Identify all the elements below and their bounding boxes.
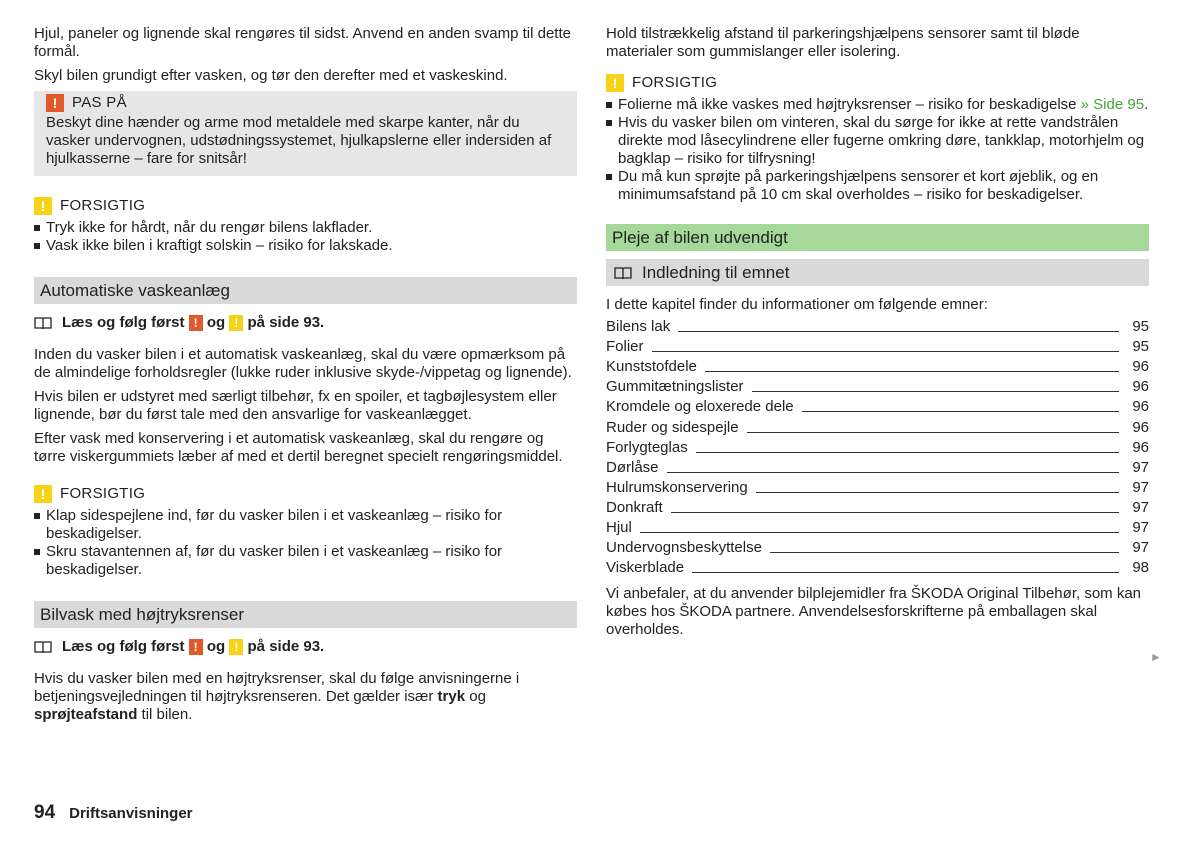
toc-entry[interactable]: Hulrumskonservering 97 [606,478,1149,496]
read-first-note: Læs og følg først ! og ! på side 93. [34,314,577,332]
caution-icon: ! [606,74,624,92]
paragraph: Hvis du vasker bilen med en højtryksrenser, skal du følge anvisningerne i betjeningsvejledningen til højtryksrenseren. Det gælder især tryk og sprøjteafstand til bilen. [34,670,520,723]
read-first-note: Læs og følg først ! og ! på side 93. [34,638,577,656]
toc-entry[interactable]: Folier 95 [606,338,1149,356]
paragraph: Efter vask med konservering i et automatisk vaskeanlæg, skal du rengøre og tørre viskergummiets læber af med et dertil beregnet specielt rengøringsmiddel. [34,430,563,465]
warning-title: PAS PÅ [72,94,127,111]
list-item: Folierne må ikke vaskes med højtryksrenser – risiko for beskadigelse » Side 95. [606,96,1149,114]
toc-entry[interactable]: Undervognsbeskyttelse 97 [606,539,1149,557]
toc-list [606,316,1149,577]
page-link[interactable]: » Side 95 [1080,96,1145,113]
paragraph: Hjul, paneler og lignende skal rengøres til sidst. Anvend en anden svamp til dette formål. [34,25,571,60]
toc-entry[interactable]: Viskerblade 98 [606,559,1149,577]
paragraph: Hold tilstrækkelig afstand til parkeringshjælpens sensorer samt til bløde materialer som gummislanger eller isolering. [606,25,1080,60]
toc-entry[interactable]: Forlygteglas 96 [606,438,1149,456]
paragraph: Skyl bilen grundigt efter vasken, og tør den derefter med et vaskeskind. [34,67,508,84]
left-column [34,25,577,730]
caution-icon: ! [34,485,52,503]
list-item: Hvis du vasker bilen om vinteren, skal du sørge for ikke at rette vandstrålen direkte mod låsecylindrene eller fugerne omkring døre, tankklap, motorhjelm og bagklap – risiko for tilfrysning! [606,114,1149,168]
footer-section: Driftsanvisninger [69,805,193,822]
chapter-heading: Pleje af bilen udvendigt [606,224,1149,251]
caution-box [34,196,577,255]
toc-entry[interactable]: Gummitætningslister 96 [606,378,1149,396]
caution-icon: ! [229,639,243,655]
toc-entry[interactable]: Hjul 97 [606,519,1149,537]
caution-box [34,484,577,579]
book-icon [34,640,52,654]
toc-entry[interactable]: Kromdele og eloxerede dele 96 [606,398,1149,416]
paragraph: Vi anbefaler, at du anvender bilplejemidler fra ŠKODA Original Tilbehør, som kan købes hos ŠKODA partnere. Anvendelsesforskrifterne på emballagen skal overholdes. [606,585,1142,639]
page-footer [34,804,193,823]
paragraph: Hvis bilen er udstyret med særligt tilbehør, fx en spoiler, et tagbøjlesystem eller lignende, bør du først tale med den ansvarlige for vaskeanlægget. [34,388,557,423]
right-column [606,25,1149,645]
page-reference[interactable]: på side 93. [247,314,325,331]
paragraph: Inden du vasker bilen i et automatisk vaskeanlæg, skal du være opmærksom på de almindelige forholdsregler (lukke ruder inklusive skyde-/vippetag og lignende). [34,346,572,381]
caution-icon: ! [229,315,243,331]
book-icon [34,316,52,330]
caution-title: FORSIGTIG [60,197,146,214]
section-heading: Automatiske vaskeanlæg [34,277,577,304]
toc-entry[interactable]: Ruder og sidespejle 96 [606,418,1149,436]
page-reference[interactable]: på side 93. [247,638,325,655]
warning-box [34,91,577,176]
list-item: Du må kun sprøjte på parkeringshjælpens sensorer et kort øjeblik, og en minimumsafstand på 10 cm skal overholdes – risiko for beskadigelser. [606,168,1149,204]
section-title: Indledning til emnet [642,262,790,282]
warning-text: Beskyt dine hænder og arme mod metaldele med skarpe kanter, når du vasker undervognen, udstødningssystemet, hjulkapslerne eller indersiden af hjulkasserne – fare for snitsår! [46,114,552,167]
list-item: Skru stavantennen af, før du vasker bilen i et vaskeanlæg – risiko for beskadigelser. [34,543,577,579]
caution-title: FORSIGTIG [60,485,146,502]
caution-title: FORSIGTIG [632,74,718,91]
warning-icon: ! [189,639,203,655]
read-first-label: Læs og følg først [62,314,185,331]
caution-box [606,73,1149,204]
list-item: Klap sidespejlene ind, før du vasker bilen i et vaskeanlæg – risiko for beskadigelser. [34,507,577,543]
toc-entry[interactable]: Donkraft 97 [606,498,1149,516]
book-icon [614,266,632,280]
list-item: Tryk ikke for hårdt, når du rengør bilens lakflader. [34,219,577,237]
paragraph: I dette kapitel finder du informationer om følgende emner: [606,296,988,313]
section-heading [606,259,1149,286]
warning-icon: ! [46,94,64,112]
list-item: Vask ikke bilen i kraftigt solskin – risiko for lakskade. [34,237,577,255]
section-heading: Bilvask med højtryksrenser [34,601,577,628]
read-first-label: Læs og følg først [62,638,185,655]
page-number: 94 [34,802,56,823]
toc-entry[interactable]: Bilens lak 95 [606,318,1149,336]
continue-arrow-icon: ► [1150,650,1162,664]
warning-icon: ! [189,315,203,331]
toc-entry[interactable]: Dørlåse 97 [606,458,1149,476]
toc-entry[interactable]: Kunststofdele 96 [606,358,1149,376]
caution-icon: ! [34,197,52,215]
